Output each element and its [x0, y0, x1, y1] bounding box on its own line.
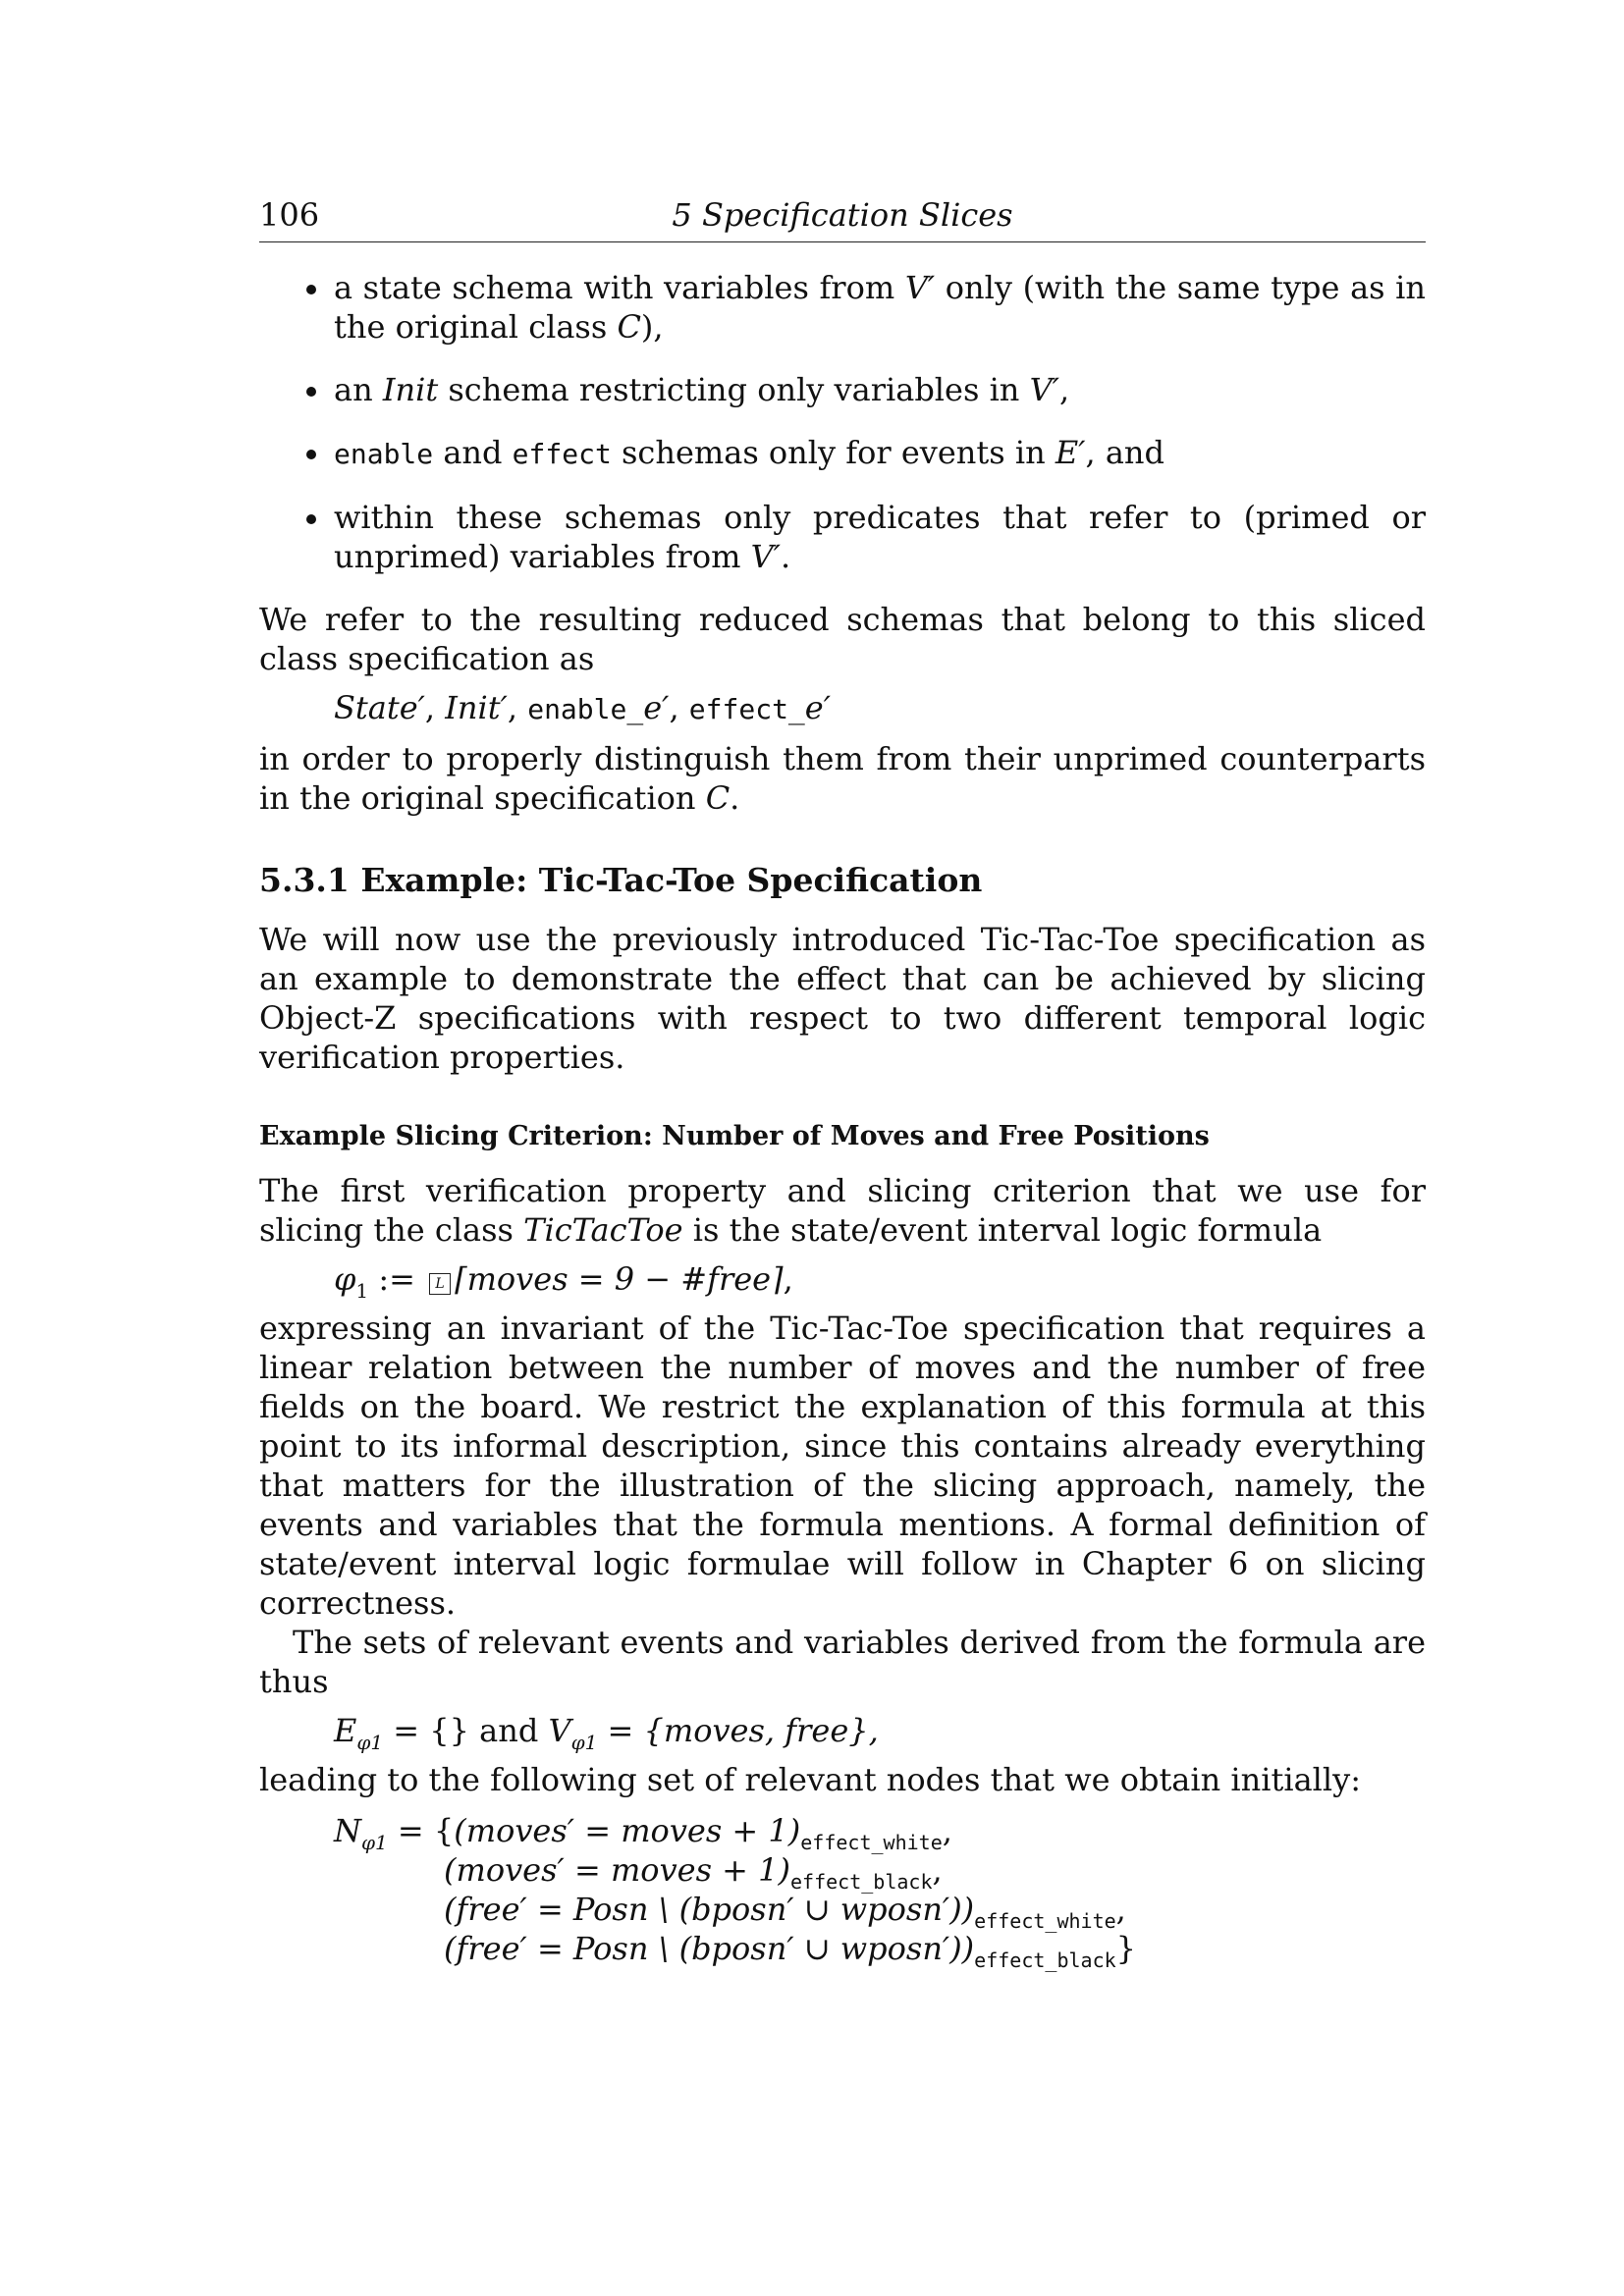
- running-header: [259, 192, 1426, 242]
- interval-box-icon: L: [429, 1273, 451, 1295]
- page-number: 106: [259, 196, 320, 234]
- schema-display: State′, Init′, enable_e′, effect_e′: [334, 689, 831, 726]
- bullet-list: [259, 268, 1426, 576]
- list-item: enable and effect schemas only for events in E′, and: [259, 433, 1426, 474]
- paragraph-section: We will now use the previously introduced Tic-Tac-Toe specification as an example to demonstrate the effect that can be achieved by slicing Object-Z specifications with respect to two different temporal logic verification properties.: [259, 921, 1426, 1076]
- paragraph-sets: The sets of relevant events and variables derived from the formula are thus: [259, 1624, 1426, 1700]
- list-item: within these schemas only predicates that refer to (primed or unprimed) variables from V′.: [259, 498, 1426, 576]
- paragraph-order: in order to properly distinguish them from their unprimed counterparts in the original specification C.: [259, 740, 1426, 817]
- paragraph-first: The first verification property and slicing criterion that we use for slicing the class TicTacToe is the state/event interval logic formula: [259, 1172, 1426, 1249]
- paragraph-leading: leading to the following set of relevant nodes that we obtain initially:: [259, 1761, 1361, 1798]
- paragraph-expressing: expressing an invariant of the Tic-Tac-Toe specification that requires a linear relation between the number of moves and the number of free fields on the board. We restrict the explanation of this formula at this point to its informal description, since this contains already everything that matters for the illustration of the slicing approach, namely, the events and variables that the formula mentions. A formal definition of state/event interval logic formulae will follow in Chapter 6 on slicing correctness.: [259, 1309, 1426, 1622]
- subsection-heading: Example Slicing Criterion: Number of Moves and Free Positions: [259, 1121, 1210, 1151]
- list-item: an Init schema restricting only variables in V′,: [259, 370, 1426, 409]
- bullet-icon: [306, 514, 316, 524]
- bullet-icon: [306, 285, 316, 294]
- page: [259, 192, 1427, 1972]
- section-heading: 5.3.1 Example: Tic-Tac-Toe Specification: [259, 861, 983, 899]
- nodes-display: [334, 1811, 1426, 1972]
- bullet-icon: [306, 450, 316, 459]
- formula-phi: $\varphi_1$ := L ⌈moves = 9 − #free⌉,: [334, 1260, 793, 1303]
- nodes-line: (moves′ = moves + $1)_{effect\_black}$,: [444, 1851, 943, 1894]
- bullet-icon: [306, 387, 316, 397]
- list-item: a state schema with variables from V′ only (with the same type as in the original class C),: [259, 268, 1426, 347]
- sets-display: $E_{\varphi 1}$ = {} and $V_{\varphi 1}$ = {moves, free},: [334, 1712, 879, 1754]
- nodes-line: $N_{\varphi 1}$ = {(moves′ = moves + $1)_{effect\_white}$,: [334, 1812, 952, 1854]
- nodes-line: (free′ = Posn \ (bposn′ ∪ $wposn'))_{effect\_white}$,: [444, 1891, 1126, 1933]
- paragraph-refer: We refer to the resulting reduced schemas that belong to this sliced class specification as: [259, 601, 1426, 677]
- chapter-title: 5 Specification Slices: [672, 196, 1013, 234]
- nodes-line: (free′ = Posn \ (bposn′ ∪ $wposn'))_{effect\_black}$}: [444, 1930, 1137, 1972]
